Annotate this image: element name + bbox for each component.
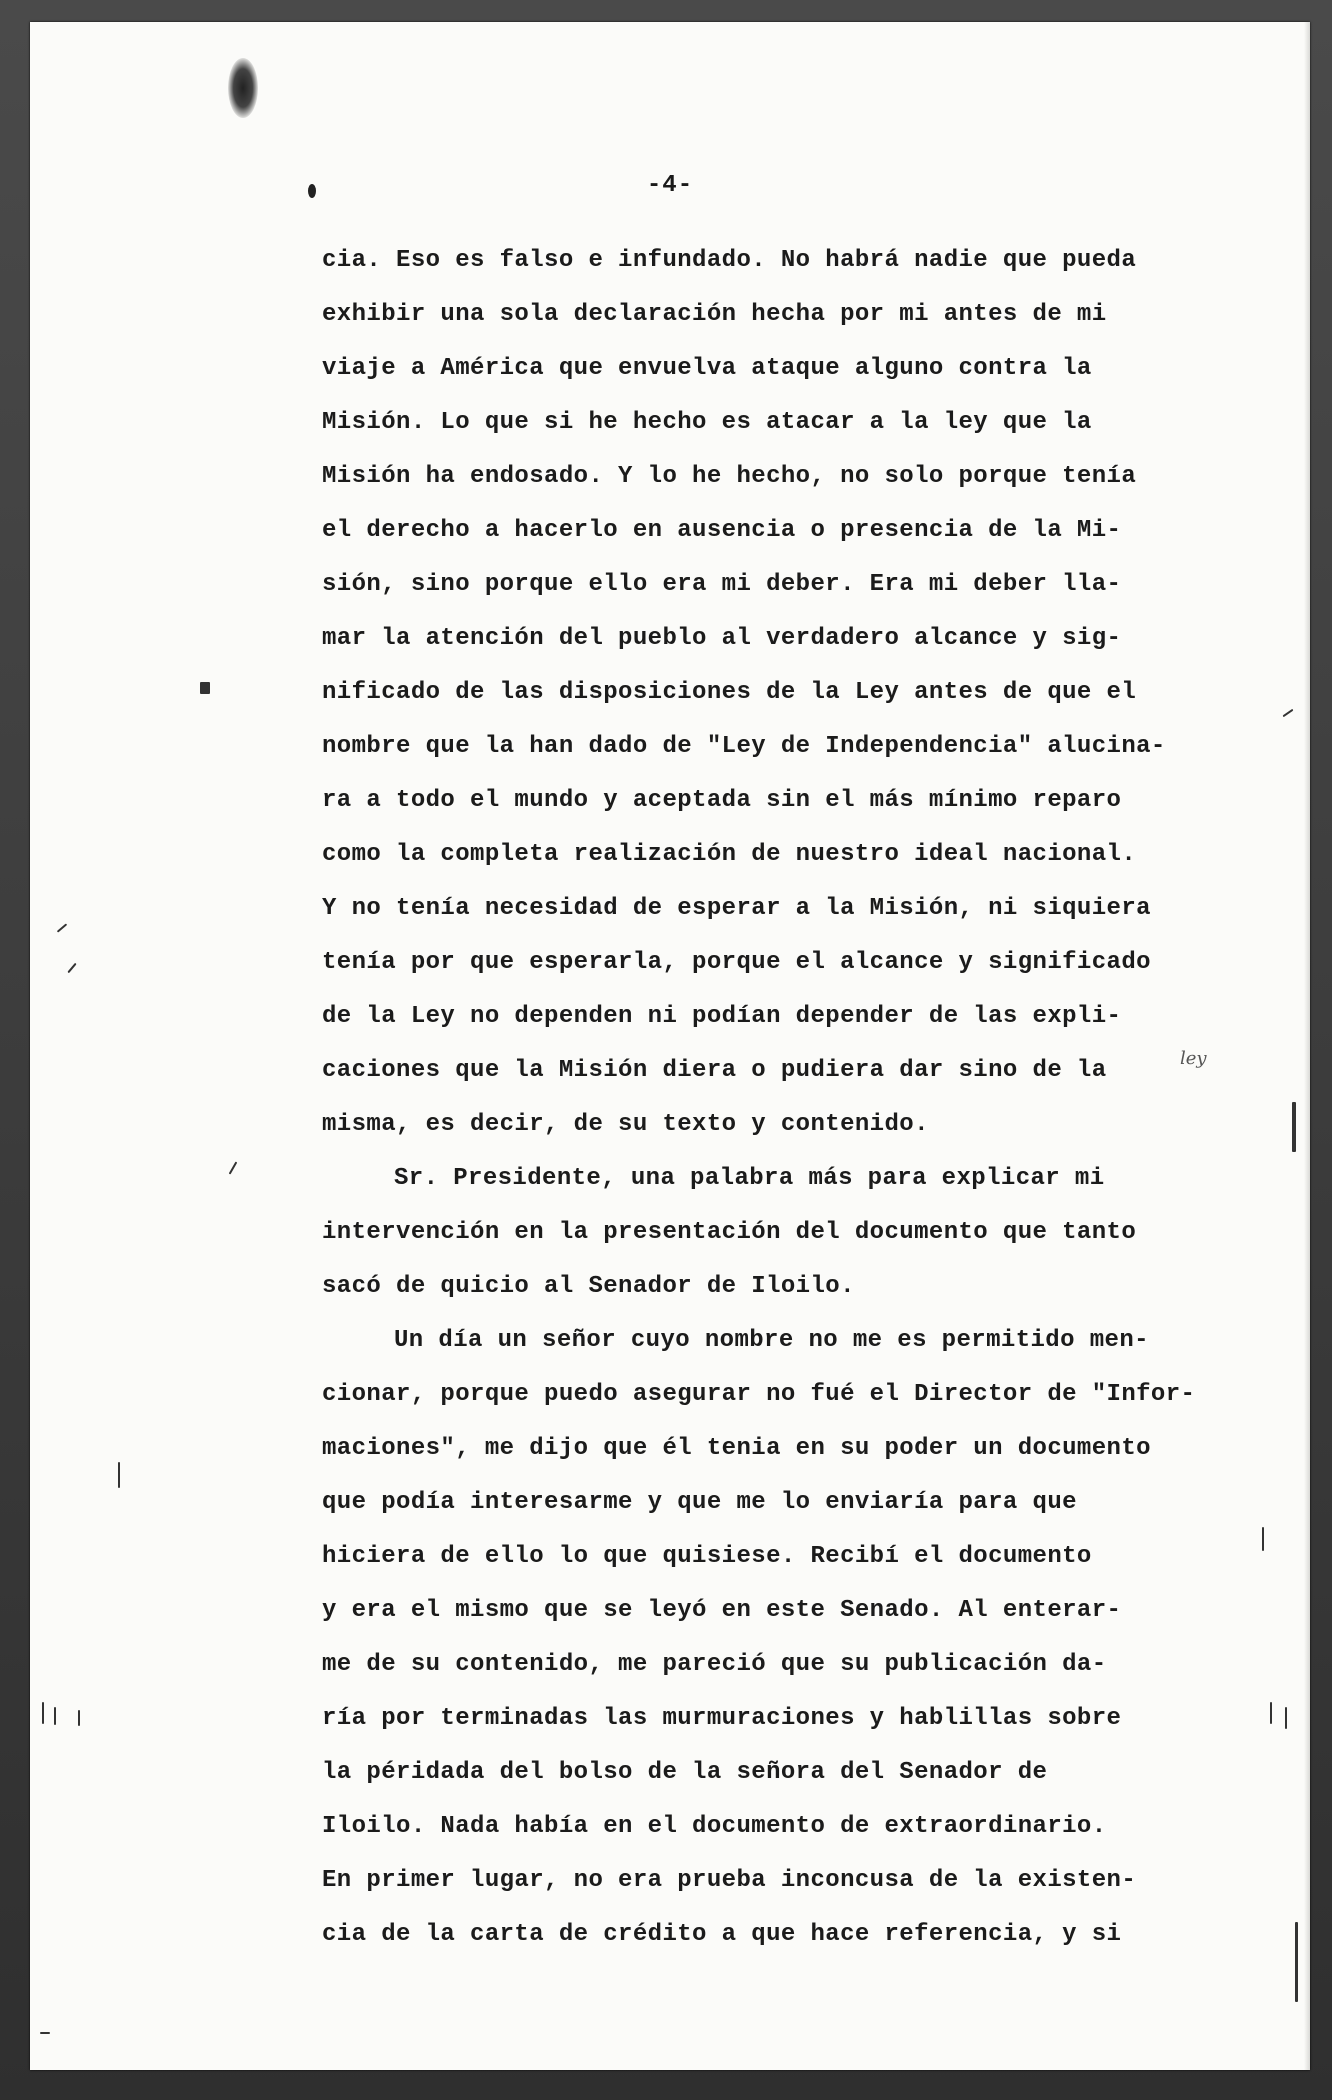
handwritten-annotation: ley [1180, 1048, 1207, 1069]
text-line: tenía por que esperarla, porque el alcance y significado [322, 949, 1151, 976]
text-line: nombre que la han dado de "Ley de Independencia" alucina- [322, 733, 1166, 760]
speck [67, 963, 76, 973]
page-edge [1304, 22, 1310, 2070]
text-line: sacó de quicio al Senador de Iloilo. [322, 1273, 855, 1300]
speck [54, 1707, 56, 1725]
text-line: viaje a América que envuelva ataque alguno contra la [322, 355, 1092, 382]
text-line: maciones", me dijo que él tenia en su poder un documento [322, 1435, 1151, 1462]
ink-smudge [228, 58, 258, 118]
text-line: intervención en la presentación del documento que tanto [322, 1219, 1137, 1246]
text-line: cia de la carta de crédito a que hace referencia, y si [322, 1921, 1122, 1948]
speck [1295, 1922, 1298, 2002]
text-line: me de su contenido, me pareció que su publicación da- [322, 1651, 1107, 1678]
text-line: sión, sino porque ello era mi deber. Era mi deber lla- [322, 571, 1122, 598]
text-line: Iloilo. Nada había en el documento de extraordinario. [322, 1813, 1107, 1840]
speck [1283, 709, 1294, 718]
paragraph-1 [322, 234, 1282, 1152]
speck [40, 2032, 50, 2034]
text-line: cionar, porque puedo asegurar no fué el Director de "Infor- [322, 1381, 1196, 1408]
text-line: que podía interesarme y que me lo enviaría para que [322, 1489, 1077, 1516]
text-line: En primer lugar, no era prueba inconcusa de la existen- [322, 1867, 1137, 1894]
text-line: Misión ha endosado. Y lo he hecho, no solo porque tenía [322, 463, 1137, 490]
document-page [30, 22, 1310, 2070]
text-line: y era el mismo que se leyó en este Senado. Al enterar- [322, 1597, 1122, 1624]
speck [78, 1710, 80, 1726]
text-line: caciones que la Misión diera o pudiera dar sino de la [322, 1057, 1107, 1084]
text-line: de la Ley no dependen ni podían depender de las expli- [322, 1003, 1122, 1030]
text-line: Un día un señor cuyo nombre no me es permitido men- [394, 1327, 1149, 1354]
text-line: Sr. Presidente, una palabra más para explicar mi [394, 1165, 1105, 1192]
speck [42, 1702, 44, 1724]
paragraph-2 [322, 1152, 1282, 1314]
paragraph-3 [322, 1314, 1282, 1962]
text-line: misma, es decir, de su texto y contenido. [322, 1111, 929, 1138]
text-line: el derecho a hacerlo en ausencia o presencia de la Mi- [322, 517, 1122, 544]
speck [200, 682, 210, 694]
text-line: mar la atención del pueblo al verdadero alcance y sig- [322, 625, 1122, 652]
speck [1292, 1102, 1296, 1152]
speck [1285, 1707, 1287, 1729]
page-number: -4- [646, 172, 694, 199]
text-line: la péridada del bolso de la señora del Senador de [322, 1759, 1048, 1786]
document-body [322, 234, 1282, 1962]
text-line: Y no tenía necesidad de esperar a la Misión, ni siquiera [322, 895, 1151, 922]
text-line: hiciera de ello lo que quisiese. Recibí el documento [322, 1543, 1092, 1570]
text-line: ra a todo el mundo y aceptada sin el más mínimo reparo [322, 787, 1122, 814]
speck [118, 1462, 120, 1488]
text-line: como la completa realización de nuestro ideal nacional. [322, 841, 1137, 868]
text-line: exhibir una sola declaración hecha por mi antes de mi [322, 301, 1107, 328]
text-line: nificado de las disposiciones de la Ley antes de que el [322, 679, 1137, 706]
text-line: cia. Eso es falso e infundado. No habrá nadie que pueda [322, 247, 1137, 274]
speck [57, 923, 67, 932]
text-line: ría por terminadas las murmuraciones y hablillas sobre [322, 1705, 1122, 1732]
text-line: Misión. Lo que si he hecho es atacar a la ley que la [322, 409, 1092, 436]
speck [229, 1161, 238, 1174]
